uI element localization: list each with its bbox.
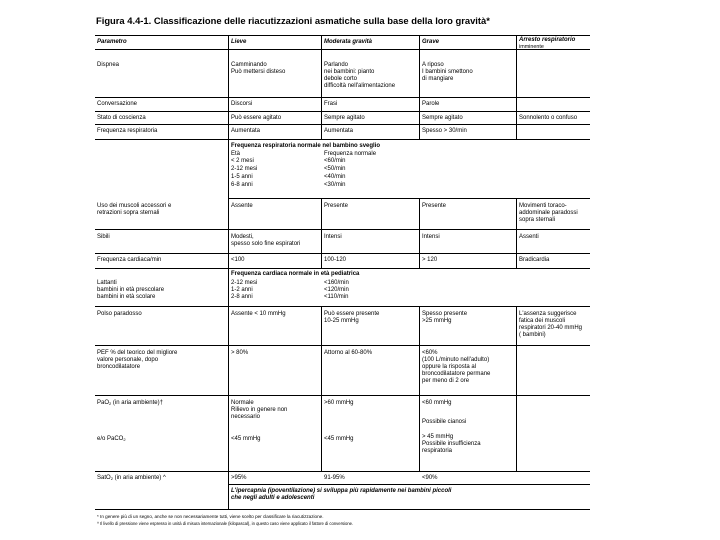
row-param-sibili: Sibili [97,234,110,240]
cell-text: Presente [324,203,349,209]
cell-text: <100 [231,257,245,263]
column-rule [516,306,517,471]
header-lieve: Lieve [231,39,247,45]
row-param-pef: PEF % del teorico del migliore [97,350,178,356]
ipercapnia-note-2: che negli adulti e adolescenti [231,495,315,501]
cell-text: <60% [422,350,438,356]
rule [95,471,590,472]
cell-text: <40/min [324,174,346,180]
cell-text: ( bambini) [519,332,546,338]
row-param-polso: Polso paradosso [97,311,142,317]
cell-text: oppure la risposta al [422,364,477,370]
rule [228,198,590,199]
cell-text: <60/min [324,158,346,164]
cell-text: nei bambini: pianto [324,69,375,75]
cell-text: 10-25 mmHg [324,318,359,324]
cell-text: Discorsi [231,101,253,107]
cell-text: <120/min [324,287,349,293]
cell-text: (100 L/minuto nell'adulto) [422,357,490,363]
row-param-pef-3: broncodilatatore [97,364,141,370]
figure-title: Figura 4.4-1. Classificazione delle riacutizzazioni asmatiche sulla base della loro gravità* [96,15,490,26]
cell-text: 91-95% [324,475,345,481]
ipercapnia-note: L'ipercapnia (ipoventilazione) si sviluppa più rapidamente nei bambini piccoli [231,488,452,494]
rule [95,139,590,140]
row-param-muscoli: Uso dei muscoli accessori e [97,203,172,209]
cell-text: Spesso > 30/min [422,128,467,134]
cell-text: 2-12 mesi [231,166,258,172]
cell-text: sopra sternali [519,217,556,223]
cell-text: L'assenza suggerisce [519,311,577,317]
row-param-dispnea: Dispnea [97,62,120,68]
cell-text: 1-5 anni [231,174,253,180]
cell-text: >60 mmHg [324,400,354,406]
footnote: ^ Il livello di pressione viene espresso in unità di misura internazionale (kilopascal), in questo caso viene applicato il fattore di conversione. [97,521,354,526]
cell-text: > 80% [231,350,249,356]
cell-text: Intensi [324,234,342,240]
cell-text: Parlando [324,62,349,68]
cell-text: <45 mmHg [231,436,261,442]
cell-text: Possibile cianosi [422,419,467,425]
subtable-title-resp: Frequenza respiratoria normale nel bambino sveglio [231,143,381,149]
cell-text: Assenti [519,234,539,240]
cell-text: <45 mmHg [324,436,354,442]
header-moderata: Moderata gravità [324,39,373,45]
cell-text: difficoltà nell'alimentazione [324,83,396,89]
rule [228,484,590,485]
cell-text: I bambini smettono [422,69,473,75]
rule [95,268,590,269]
cell-text: Assente [231,203,253,209]
subtable-col-freq: Frequenza normale [324,151,377,157]
cell-text: 2-12 mesi [231,280,258,286]
cell-text: A riposo [422,62,444,68]
subtable-title-card: Frequenza cardiaca normale in età pediatrica [231,271,360,277]
cell-text: <110/min [324,294,349,300]
cell-text: Sempre agitato [324,115,365,121]
cell-text: Aumentata [231,128,261,134]
cell-text: Possibile insufficienza [422,441,481,447]
cell-text: >25 mmHg [422,318,452,324]
column-rule [419,35,420,139]
cell-text: Camminando [231,62,267,68]
column-rule [321,198,322,268]
rule-bottom [95,509,590,510]
cell-text: >95% [231,475,247,481]
cell-text: 6-8 anni [231,182,253,188]
cell-text: respiratoria [422,448,453,454]
cell-text: Può essere agitato [231,115,282,121]
row-param-prescolare: bambini in età prescolare [97,287,165,293]
cell-text: 100-120 [324,257,347,263]
row-param-pao2: PaO$_2$ (in aria ambiente)† [97,400,163,406]
cell-text: 2-8 anni [231,294,253,300]
cell-text: 1-2 anni [231,287,253,293]
cell-text: Spesso presente [422,311,468,317]
cell-text: Bradicardia [519,257,550,263]
header-arresto-sub: imminente [519,44,544,50]
cell-text: <30/min [324,182,346,188]
cell-text: > 120 [422,257,438,263]
column-rule [419,306,420,471]
row-param-scolare: bambini in età scolare [97,294,156,300]
cell-text: broncodilatatore permane [422,371,491,377]
row-param-conversazione: Conversazione [97,101,138,107]
cell-text: Parole [422,101,440,107]
cell-text: Aumentata [324,128,354,134]
cell-text: Movimenti toraco- [519,203,567,209]
cell-text: debole corto [324,76,358,82]
cell-text: Può mettersi disteso [231,69,286,75]
cell-text: Rilievo in genere non [231,407,288,413]
column-rule [516,198,517,268]
row-param-muscoli-2: retrazioni sopra sternali [97,210,160,216]
subtable-col-eta: Età [231,151,241,157]
cell-text: Attorno al 60-80% [324,350,373,356]
cell-text: <90% [422,475,438,481]
cell-text: Assente < 10 mmHg [231,311,286,317]
row-param-paco2: e/o PaCO$_2$ [97,436,126,442]
cell-text: Intensi [422,234,440,240]
cell-text: Sonnolento o confuso [519,115,578,121]
cell-text: Può essere presente [324,311,380,317]
cell-text: spesso solo fine espiratori [231,241,301,247]
header-arresto: Arresto respiratorio [519,37,576,43]
cell-text: Presente [422,203,447,209]
cell-text: <160/min [324,280,349,286]
cell-text: <50/min [324,166,346,172]
column-rule [516,35,517,139]
row-param-freq-card: Frequenza cardiaca/min [97,257,162,263]
cell-text: > 45 mmHg [422,434,454,440]
cell-text: di mangiare [422,76,454,82]
row-param-coscienza: Stato di coscienza [97,115,146,121]
cell-text: Sempre agitato [422,115,463,121]
header-grave: Grave [422,39,440,45]
column-rule [321,306,322,471]
column-rule [321,35,322,139]
column-rule [228,35,229,509]
cell-text: per meno di 2 ore [422,378,470,384]
footnote: * In genere più di un segno, anche se non necessariamente tutti, viene scelto per classificare la riacutizzazione. [97,514,324,519]
header-parametro: Parametro [97,39,127,45]
row-param-freq-resp: Frequenza respiratoria [97,128,158,134]
cell-text: <60 mmHg [422,400,452,406]
cell-text: necessario [231,414,261,420]
row-param-pef-2: valore personale, dopo [97,357,159,363]
row-param-lattanti: Lattanti [97,280,117,286]
column-rule [419,198,420,268]
cell-text: fatica dei muscoli [519,318,566,324]
cell-text: Modesti, [231,234,254,240]
cell-text: Normale [231,400,254,406]
row-param-sato2: SatO$_2$ (in aria ambiente) ^ [97,475,166,481]
cell-text: Frasi [324,101,338,107]
cell-text: addominale paradossi [519,210,578,216]
cell-text: < 2 mesi [231,158,254,164]
cell-text: respiratori 20-40 mmHg [519,325,583,331]
